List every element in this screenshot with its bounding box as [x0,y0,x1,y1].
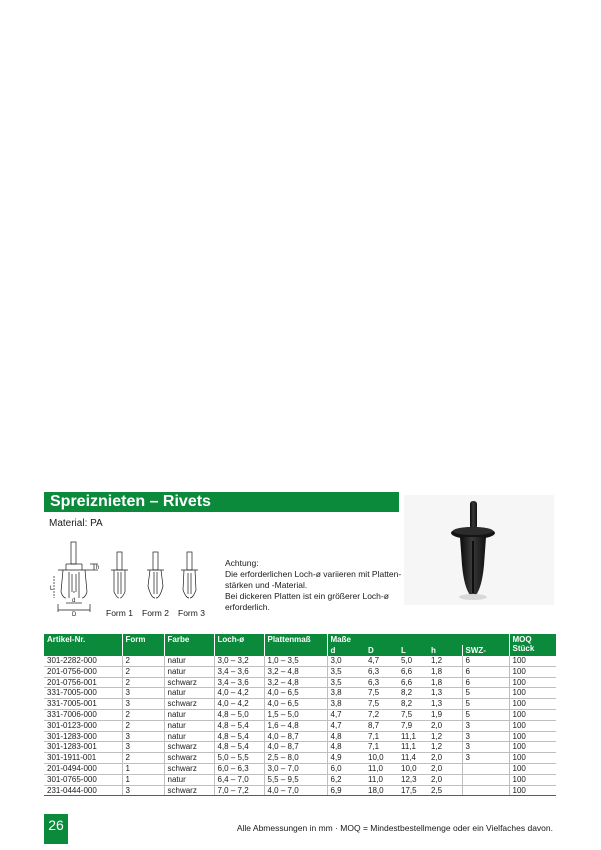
table-cell: 6,0 [327,763,365,774]
table-cell: 5 [462,688,509,699]
moq-header-line2: Stück [512,644,535,653]
table-cell: 8,2 [398,699,428,710]
table-cell: 4,0 – 6,5 [264,699,327,710]
table-cell: 1,3 [428,699,462,710]
table-cell: 10,0 [398,763,428,774]
table-cell: 4,0 – 8,7 [264,742,327,753]
table-cell: 7,5 [365,688,398,699]
dim-label-small-d: d [72,598,76,604]
table-cell: 6,2 [327,774,365,785]
table-cell: 3,0 – 3,2 [214,656,264,666]
table-cell: schwarz [164,699,214,710]
table-cell: 2 [122,753,164,764]
table-cell: natur [164,688,214,699]
table-cell: 1,0 – 3,5 [264,656,327,666]
table-cell: 100 [509,699,556,710]
table-cell: schwarz [164,742,214,753]
table-cell: 11,4 [398,753,428,764]
table-cell: 4,8 [327,731,365,742]
table-row [44,688,556,699]
table-cell: 4,7 [365,656,398,666]
table-cell: 100 [509,774,556,785]
table-row [44,677,556,688]
table-cell: 4,8 – 5,4 [214,742,264,753]
table-cell [462,774,509,785]
table-row [44,785,556,796]
table-cell: 2,0 [428,720,462,731]
table-cell: 1,3 [428,688,462,699]
form-1-label: Form 1 [106,608,133,618]
table-cell: 12,3 [398,774,428,785]
table-cell: 3,4 – 3,6 [214,677,264,688]
table-cell: 301-0123-000 [44,720,122,731]
table-cell [462,763,509,774]
table-cell: 3 [462,731,509,742]
table-cell: 301-0765-000 [44,774,122,785]
table-cell: 2 [122,720,164,731]
table-cell: 301-1911-001 [44,753,122,764]
table-row [44,709,556,720]
table-cell: 331-7005-000 [44,688,122,699]
table-cell: 11,1 [398,742,428,753]
table-cell: 2,0 [428,753,462,764]
table-cell: 3 [462,720,509,731]
table-cell: 100 [509,677,556,688]
table-row [44,699,556,710]
table-row [44,656,556,666]
col-header-masse: Maße [327,634,462,645]
table-cell: 5 [462,709,509,720]
table-cell: 231-0444-000 [44,785,122,796]
table-cell: 6,3 [365,666,398,677]
dim-label-l: L [50,586,54,592]
table-cell: 7,0 – 7,2 [214,785,264,796]
table-cell: 100 [509,763,556,774]
table-cell: 2 [122,666,164,677]
table-cell: 4,0 – 8,7 [264,731,327,742]
table-cell: 7,1 [365,742,398,753]
table-cell: natur [164,709,214,720]
table-row [44,774,556,785]
table-cell: 3,2 – 4,8 [264,666,327,677]
table-cell: 10,0 [365,753,398,764]
attention-note [225,558,405,613]
table-cell: 7,5 [365,699,398,710]
table-cell: 1,2 [428,731,462,742]
col-header-big-d: D [365,645,398,656]
table-cell: 201-0494-000 [44,763,122,774]
footer-note: Alle Abmessungen in mm · MOQ = Mindestbestellmenge oder ein Vielfaches davon. [236,823,553,833]
table-cell: 301-1283-001 [44,742,122,753]
table-row [44,720,556,731]
table-cell: 301-2282-000 [44,656,122,666]
table-cell: 1 [122,763,164,774]
table-row [44,753,556,764]
table-cell: 2 [122,709,164,720]
table-cell: 100 [509,720,556,731]
rivet-dimension-drawing [44,540,214,618]
table-cell: 100 [509,656,556,666]
table-cell: 4,0 – 7,0 [264,785,327,796]
table-cell: 301-1283-000 [44,731,122,742]
table-cell: 11,1 [398,731,428,742]
table-cell: 7,5 [398,709,428,720]
table-cell: 18,0 [365,785,398,796]
note-line: Achtung: [225,558,259,568]
table-cell: 7,9 [398,720,428,731]
col-header-form: Form [122,634,164,656]
table-cell: 2,0 [428,763,462,774]
form-2-label: Form 2 [142,608,169,618]
moq-header-line1: MOQ [512,635,532,644]
table-cell: 2 [122,677,164,688]
table-cell: 1,8 [428,677,462,688]
col-header-artikel: Artikel-Nr. [44,634,122,656]
dim-label-h: h [96,565,100,571]
table-cell: 331-7005-001 [44,699,122,710]
table-cell: natur [164,666,214,677]
col-header-platten: Plattenmaß [264,634,327,656]
table-cell: 4,8 – 5,4 [214,720,264,731]
table-cell: 2,5 – 8,0 [264,753,327,764]
table-cell: 1,5 – 5,0 [264,709,327,720]
table-cell: 2 [122,656,164,666]
section-title: Spreiznieten – Rivets [44,492,399,512]
technical-drawing [44,540,214,618]
table-cell: 11,0 [365,763,398,774]
table-cell: 6 [462,656,509,666]
table-cell: 4,9 [327,753,365,764]
table-cell: 3 [462,753,509,764]
table-cell: 7,1 [365,731,398,742]
table-cell: 3 [122,731,164,742]
col-header-moq [509,634,556,656]
table-cell: 6,6 [398,666,428,677]
table-cell: schwarz [164,753,214,764]
table-cell: 4,7 [327,720,365,731]
table-cell: schwarz [164,785,214,796]
table-cell: 3,0 [327,656,365,666]
table-cell: 6,6 [398,677,428,688]
table-cell: 331-7006-000 [44,709,122,720]
table-cell: 3 [122,785,164,796]
table-cell: natur [164,656,214,666]
table-cell: 3,8 [327,699,365,710]
table-cell: 5,5 – 9,5 [264,774,327,785]
table-cell: 3 [122,742,164,753]
table-cell: 5 [462,699,509,710]
table-cell: 100 [509,742,556,753]
table-cell: 201-0756-000 [44,666,122,677]
table-cell: 6,0 – 6,3 [214,763,264,774]
table-row [44,731,556,742]
table-cell: schwarz [164,763,214,774]
table-row [44,742,556,753]
table-cell: natur [164,731,214,742]
table-cell: 100 [509,666,556,677]
table-cell: 3,5 [327,666,365,677]
dim-label-large-d: D [72,612,77,618]
product-photo [404,495,554,605]
table-cell: 11,0 [365,774,398,785]
table-cell: 2,5 [428,785,462,796]
note-line: Bei dickeren Platten ist ein größerer Loch-ø [225,591,389,601]
table-cell: 3 [122,699,164,710]
table-cell: 6 [462,677,509,688]
table-cell: 100 [509,753,556,764]
table-cell: 4,8 [327,742,365,753]
table-cell: 100 [509,785,556,796]
table-cell: 1,2 [428,656,462,666]
form-3-label: Form 3 [178,608,205,618]
table-row [44,666,556,677]
table-body [44,656,556,796]
table-cell: natur [164,720,214,731]
col-header-loch: Loch-ø [214,634,264,656]
table-cell: 8,2 [398,688,428,699]
table-cell: 4,8 – 5,4 [214,731,264,742]
table-cell: 5,0 [398,656,428,666]
note-line: stärken und -Material. [225,580,308,590]
table-cell: 3,8 [327,688,365,699]
table-header-row [44,634,556,645]
col-header-swz: SWZ- [462,634,509,656]
spec-table [44,634,557,796]
table-cell: natur [164,774,214,785]
note-line: Die erforderlichen Loch-ø variieren mit Platten- [225,569,402,579]
table-cell: 100 [509,688,556,699]
table-cell: 3,5 [327,677,365,688]
table-cell: 100 [509,709,556,720]
table-cell: 201-0756-001 [44,677,122,688]
table-cell: 4,7 [327,709,365,720]
table-cell: 100 [509,731,556,742]
table-cell: 1,8 [428,666,462,677]
table-cell: 3,0 – 7,0 [264,763,327,774]
table-cell: 4,0 – 4,2 [214,699,264,710]
col-header-d: d [327,645,365,656]
table-cell: 1,2 [428,742,462,753]
table-cell: 6,4 – 7,0 [214,774,264,785]
table-cell: 1,9 [428,709,462,720]
table-cell: 4,8 – 5,0 [214,709,264,720]
page-number: 26 [44,814,68,844]
table-cell: 2,0 [428,774,462,785]
table-cell: 17,5 [398,785,428,796]
table-cell: 3,2 – 4,8 [264,677,327,688]
table-cell: 7,2 [365,709,398,720]
table-cell: 1,6 – 4,8 [264,720,327,731]
col-header-l: L [398,645,428,656]
table-cell: 6 [462,666,509,677]
col-header-h: h [428,645,462,656]
table-row [44,763,556,774]
col-header-farbe: Farbe [164,634,214,656]
rivet-photo-graphic [404,495,554,605]
table-cell: 5,0 – 5,5 [214,753,264,764]
table-cell: 3,4 – 3,6 [214,666,264,677]
table-cell: 3 [122,688,164,699]
note-line: erforderlich. [225,602,270,612]
table-cell: 1 [122,774,164,785]
table-cell [462,785,509,796]
table-cell: 4,0 – 4,2 [214,688,264,699]
table-cell: 6,3 [365,677,398,688]
table-cell: 3 [462,742,509,753]
table-cell: 6,9 [327,785,365,796]
table-cell: schwarz [164,677,214,688]
material-label: Material: PA [49,518,103,529]
table-cell: 8,7 [365,720,398,731]
table-cell: 4,0 – 6,5 [264,688,327,699]
